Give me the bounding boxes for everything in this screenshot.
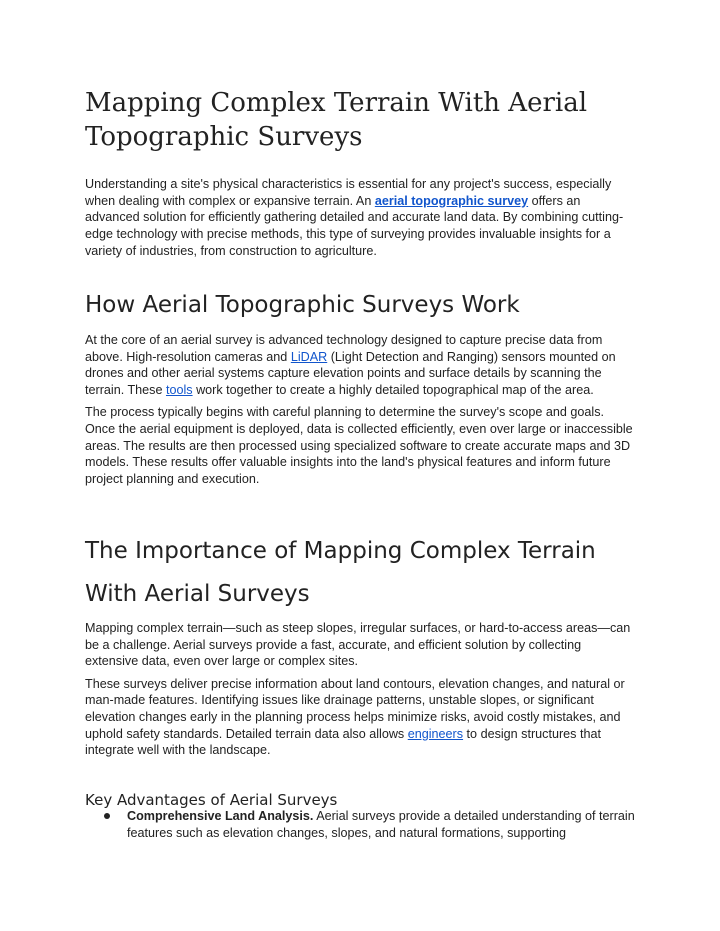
advantages-list xyxy=(85,808,645,841)
paragraph-text: to design structures that integrate well with the landscape. xyxy=(85,726,601,758)
intro-section xyxy=(85,176,637,260)
how-it-works-paragraph-2: The process typically begins with careful planning to determine the survey's scope and goals. Once the aerial equipment is deployed, data is collected efficiently, even over large or inaccessible areas. The results are then processed using specialized software to create accurate maps and 3D models. These results offer valuable insights into the land's physical features and inform future project planning and execution. xyxy=(85,405,633,487)
how-it-works-section xyxy=(85,332,637,488)
list-item xyxy=(85,808,645,841)
tools-link[interactable]: tools xyxy=(165,383,193,398)
paragraph-text: At the core of an aerial survey is advanced technology designed to capture precise data from above. High-resolution cameras and xyxy=(85,333,603,364)
section-heading-key-advantages: Key Advantages of Aerial Surveys xyxy=(85,791,338,809)
heading-line-1: The Importance of Mapping Complex Terrain xyxy=(85,538,596,564)
paragraph-text: work together to create a highly detailed topographical map of the area. xyxy=(192,383,594,398)
how-it-works-paragraph-1 xyxy=(85,332,637,399)
list-item-text: Aerial surveys provide a detailed understanding of terrain features such as elevation changes, slopes, and natural formations, supporting xyxy=(127,809,635,840)
intro-text-end: offers an advanced solution for efficiently gathering detailed and accurate land data. By combining cutting-edge technology with precise methods, this type of surveying provides invaluable insights for a variety of industries, from construction to agriculture. xyxy=(85,193,624,258)
intro-paragraph xyxy=(85,176,637,260)
section-heading-how-it-works: How Aerial Topographic Surveys Work xyxy=(85,292,520,318)
importance-section xyxy=(85,620,637,759)
importance-paragraph-2 xyxy=(85,676,637,760)
list-item-bold-label: Comprehensive Land Analysis. xyxy=(127,809,314,823)
engineers-link[interactable]: engineers xyxy=(407,726,464,741)
intro-text-start: Understanding a site's physical characteristics is essential for any project's success, especially when dealing with complex or expansive terrain. An xyxy=(85,177,612,208)
bullet-icon xyxy=(104,813,110,819)
document-title: Mapping Complex Terrain With Aerial Topographic Surveys xyxy=(85,88,588,152)
importance-paragraph-1: Mapping complex terrain—such as steep slopes, irregular surfaces, or hard-to-access areas—can be a challenge. Aerial surveys provide a fast, accurate, and efficient solution by collecting extensive data, even over large or complex sites. xyxy=(85,621,631,669)
paragraph-text: These surveys deliver precise information about land contours, elevation changes, and natural or man-made features. Identifying issues like drainage patterns, unstable slopes, or significant elevation changes early in the planning process helps minimize risks, avoid costly mistakes, and uphold safety standards. Detailed terrain data also allows xyxy=(85,676,625,741)
heading-line-2: With Aerial Surveys xyxy=(85,581,310,607)
section-heading-importance xyxy=(85,530,645,616)
aerial-topographic-survey-link[interactable]: aerial topographic survey xyxy=(374,193,529,208)
paragraph-text: (Light Detection and Ranging) sensors mounted on drones and other aerial systems capture elevation points and surface details by scanning the terrain. These xyxy=(85,349,616,398)
lidar-link[interactable]: LiDAR xyxy=(290,349,328,364)
